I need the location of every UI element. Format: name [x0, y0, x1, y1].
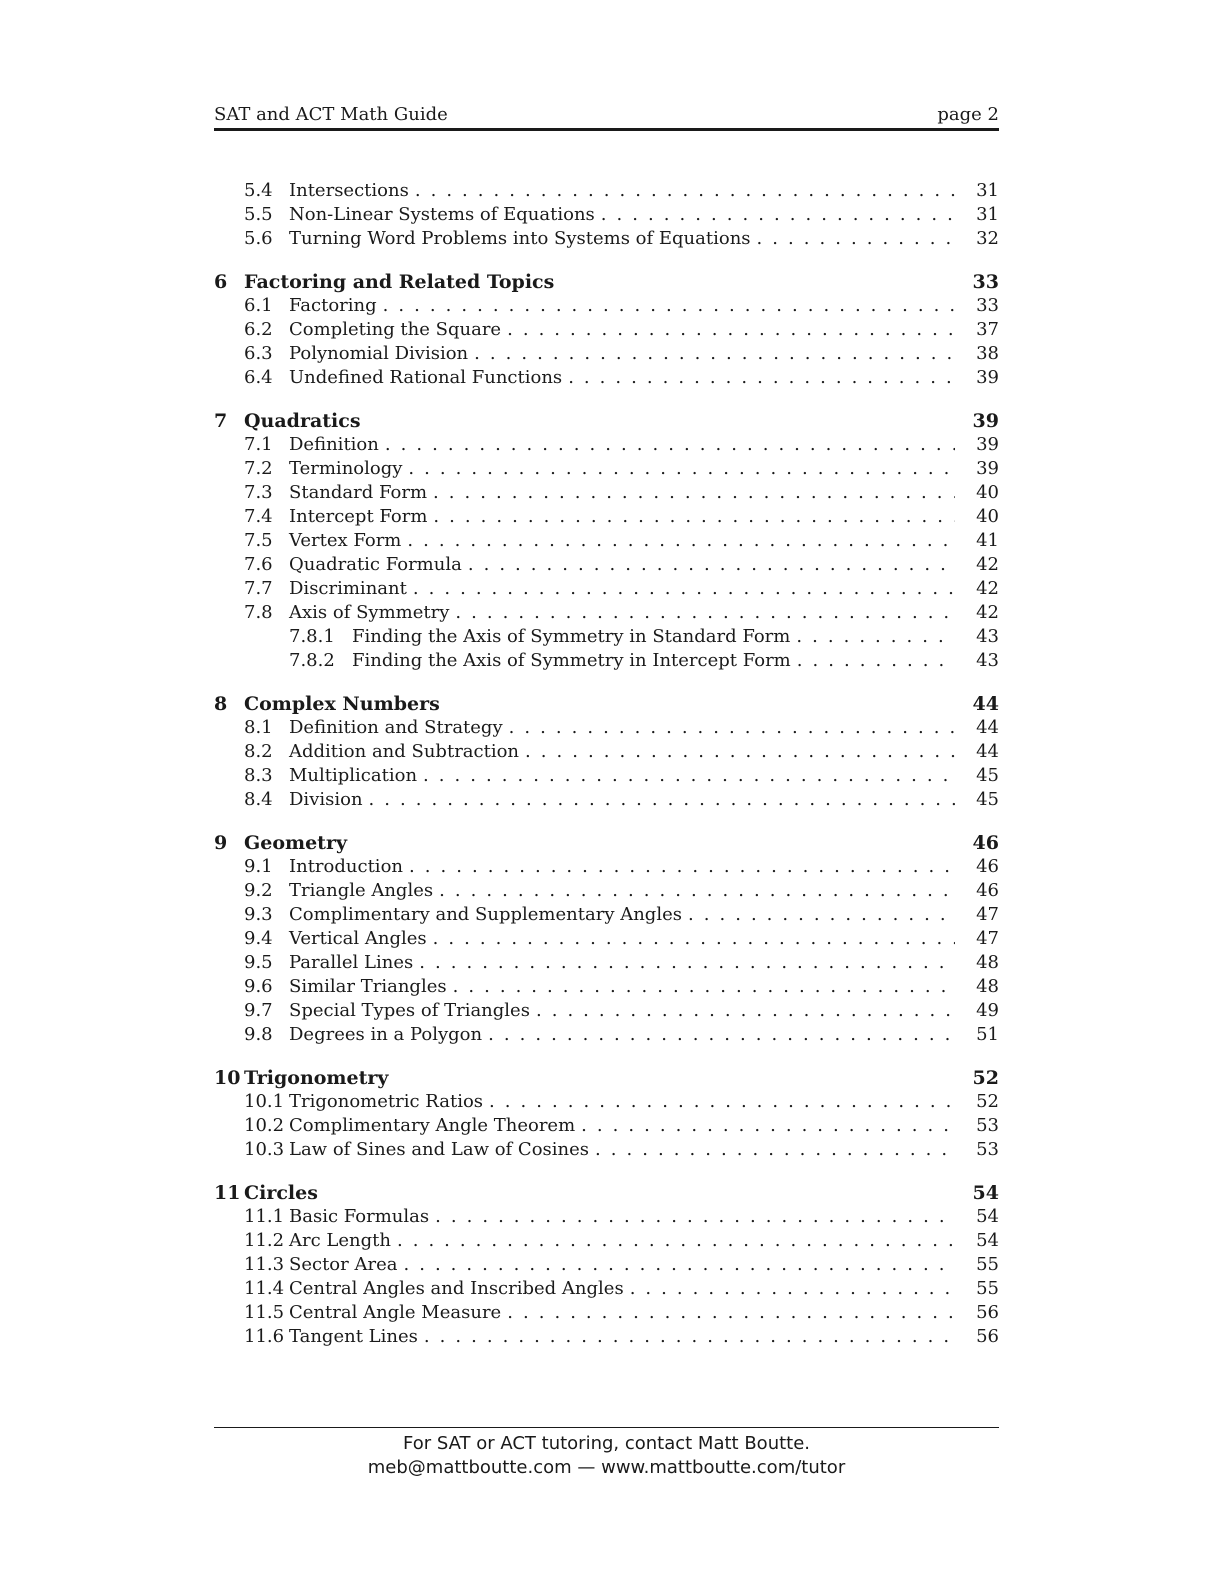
chapter-number: 11: [214, 1182, 241, 1204]
section-number: 6.3: [244, 343, 273, 364]
chapter-page: 33: [972, 271, 999, 293]
section-title: Polynomial Division: [289, 343, 469, 364]
dot-leader: [682, 904, 955, 925]
section-number: 11.3: [244, 1254, 285, 1275]
dot-leader: [530, 1000, 955, 1021]
section-page: 38: [976, 343, 999, 364]
section-number: 9.4: [244, 928, 273, 949]
toc-chapter-8[interactable]: [214, 693, 999, 717]
section-title: Factoring: [289, 295, 377, 316]
section-page: 43: [976, 650, 999, 671]
section-number: 7.7: [244, 578, 273, 599]
toc-section-9-4[interactable]: [214, 928, 999, 952]
dot-leader: [427, 928, 955, 949]
section-page: 40: [976, 506, 999, 527]
section-title: Degrees in a Polygon: [289, 1024, 483, 1045]
section-title: Axis of Symmetry: [289, 602, 450, 623]
dot-leader: [501, 1302, 955, 1323]
toc-subsection-7-8-1[interactable]: [214, 626, 999, 650]
section-title: Central Angle Measure: [289, 1302, 502, 1323]
section-page: 39: [976, 367, 999, 388]
dot-leader: [391, 1230, 955, 1251]
page-footer: [214, 1427, 999, 1480]
page-number: page 2: [937, 104, 999, 125]
dot-leader: [427, 482, 955, 503]
section-page: 31: [976, 180, 999, 201]
toc-section-9-7[interactable]: [214, 1000, 999, 1024]
section-number: 9.2: [244, 880, 273, 901]
section-title: Parallel Lines: [289, 952, 414, 973]
section-number: 7.2: [244, 458, 273, 479]
section-page: 39: [976, 434, 999, 455]
section-page: 53: [976, 1115, 999, 1136]
section-page: 45: [976, 789, 999, 810]
section-page: 48: [976, 976, 999, 997]
section-number: 5.5: [244, 204, 273, 225]
section-page: 44: [976, 741, 999, 762]
section-page: 42: [976, 554, 999, 575]
toc-section-7-5[interactable]: [214, 530, 999, 554]
document-title: SAT and ACT Math Guide: [214, 104, 448, 125]
section-number: 8.1: [244, 717, 273, 738]
section-page: 40: [976, 482, 999, 503]
section-number: 8.4: [244, 789, 273, 810]
dot-leader: [575, 1115, 955, 1136]
toc-section-7-6[interactable]: [214, 554, 999, 578]
dot-leader: [519, 741, 955, 762]
toc-section-8-4[interactable]: [214, 789, 999, 813]
section-title: Finding the Axis of Symmetry in Standard Form: [352, 626, 791, 647]
section-number: 7.1: [244, 434, 273, 455]
dot-leader: [379, 434, 955, 455]
table-of-contents: [214, 180, 999, 1350]
section-page: 48: [976, 952, 999, 973]
section-number: 7.8.2: [289, 650, 335, 671]
dot-leader: [447, 976, 955, 997]
section-title: Special Types of Triangles: [289, 1000, 530, 1021]
section-page: 51: [976, 1024, 999, 1045]
section-number: 6.1: [244, 295, 273, 316]
toc-section-6-2[interactable]: [214, 319, 999, 343]
section-number: 8.2: [244, 741, 273, 762]
chapter-number: 8: [214, 693, 228, 715]
section-title: Arc Length: [289, 1230, 391, 1251]
section-title: Tangent Lines: [289, 1326, 418, 1347]
section-page: 55: [976, 1278, 999, 1299]
section-page: 56: [976, 1326, 999, 1347]
section-page: 39: [976, 458, 999, 479]
section-title: Introduction: [289, 856, 403, 877]
section-title: Discriminant: [289, 578, 407, 599]
chapter-title: Quadratics: [244, 410, 361, 432]
section-title: Triangle Angles: [289, 880, 434, 901]
dot-leader: [501, 319, 955, 340]
section-title: Vertex Form: [289, 530, 402, 551]
section-title: Law of Sines and Law of Cosines: [289, 1139, 590, 1160]
dot-leader: [595, 204, 955, 225]
section-title: Basic Formulas: [289, 1206, 430, 1227]
section-title: Intersections: [289, 180, 409, 201]
section-page: 37: [976, 319, 999, 340]
toc-section-11-4[interactable]: [214, 1278, 999, 1302]
toc-section-5-5[interactable]: [214, 204, 999, 228]
dot-leader: [503, 717, 955, 738]
section-title: Definition: [289, 434, 379, 455]
chapter-page: 46: [972, 832, 999, 854]
toc-section-7-1[interactable]: [214, 434, 999, 458]
dot-leader: [397, 1254, 955, 1275]
section-number: 6.2: [244, 319, 273, 340]
section-number: 7.4: [244, 506, 273, 527]
dot-leader: [751, 228, 955, 249]
section-number: 9.6: [244, 976, 273, 997]
toc-section-9-6[interactable]: [214, 976, 999, 1000]
toc-section-11-3[interactable]: [214, 1254, 999, 1278]
section-title: Turning Word Problems into Systems of Equations: [289, 228, 751, 249]
chapter-title: Trigonometry: [244, 1067, 389, 1089]
section-number: 9.1: [244, 856, 273, 877]
section-number: 10.2: [244, 1115, 285, 1136]
dot-leader: [407, 578, 955, 599]
dot-leader: [482, 1024, 955, 1045]
toc-chapter-6[interactable]: [214, 271, 999, 295]
toc-section-11-5[interactable]: [214, 1302, 999, 1326]
section-page: 31: [976, 204, 999, 225]
section-number: 11.6: [244, 1326, 285, 1347]
toc-chapter-11[interactable]: [214, 1182, 999, 1206]
toc-section-9-2[interactable]: [214, 880, 999, 904]
dot-leader: [403, 856, 955, 877]
toc-section-7-2[interactable]: [214, 458, 999, 482]
toc-section-11-2[interactable]: [214, 1230, 999, 1254]
toc-section-8-3[interactable]: [214, 765, 999, 789]
toc-section-7-8[interactable]: [214, 602, 999, 626]
toc-chapter-7[interactable]: [214, 410, 999, 434]
toc-section-9-3[interactable]: [214, 904, 999, 928]
section-page: 43: [976, 626, 999, 647]
section-title: Central Angles and Inscribed Angles: [289, 1278, 624, 1299]
chapter-title: Factoring and Related Topics: [244, 271, 555, 293]
section-number: 7.8.1: [289, 626, 335, 647]
section-page: 46: [976, 880, 999, 901]
section-number: 8.3: [244, 765, 273, 786]
chapter-page: 54: [972, 1182, 999, 1204]
section-title: Addition and Subtraction: [289, 741, 520, 762]
section-page: 42: [976, 602, 999, 623]
section-number: 11.5: [244, 1302, 285, 1323]
dot-leader: [417, 765, 955, 786]
section-number: 10.1: [244, 1091, 285, 1112]
dot-leader: [483, 1091, 955, 1112]
section-page: 42: [976, 578, 999, 599]
section-number: 7.6: [244, 554, 273, 575]
section-number: 9.7: [244, 1000, 273, 1021]
dot-leader: [377, 295, 955, 316]
dot-leader: [462, 554, 955, 575]
chapter-page: 39: [972, 410, 999, 432]
toc-section-6-4[interactable]: [214, 367, 999, 391]
section-number: 11.1: [244, 1206, 285, 1227]
section-page: 49: [976, 1000, 999, 1021]
section-title: Finding the Axis of Symmetry in Intercept Form: [352, 650, 791, 671]
section-number: 5.4: [244, 180, 273, 201]
section-number: 7.3: [244, 482, 273, 503]
section-page: 55: [976, 1254, 999, 1275]
dot-leader: [413, 952, 955, 973]
section-title: Division: [289, 789, 363, 810]
section-title: Terminology: [289, 458, 403, 479]
section-number: 7.5: [244, 530, 273, 551]
toc-section-7-4[interactable]: [214, 506, 999, 530]
chapter-title: Geometry: [244, 832, 348, 854]
toc-section-8-2[interactable]: [214, 741, 999, 765]
chapter-number: 7: [214, 410, 228, 432]
dot-leader: [790, 626, 955, 647]
chapter-page: 44: [972, 693, 999, 715]
section-page: 33: [976, 295, 999, 316]
chapter-title: Complex Numbers: [244, 693, 440, 715]
dot-leader: [433, 880, 955, 901]
section-title: Intercept Form: [289, 506, 428, 527]
section-number: 10.3: [244, 1139, 285, 1160]
section-number: 5.6: [244, 228, 273, 249]
section-page: 32: [976, 228, 999, 249]
toc-section-5-6[interactable]: [214, 228, 999, 252]
section-number: 9.8: [244, 1024, 273, 1045]
toc-subsection-7-8-2[interactable]: [214, 650, 999, 674]
footer-contact-line: meb@mattboutte.com — www.mattboutte.com/tutor: [367, 1457, 846, 1478]
chapter-page: 52: [972, 1067, 999, 1089]
section-number: 11.4: [244, 1278, 285, 1299]
dot-leader: [791, 650, 955, 671]
section-page: 47: [976, 904, 999, 925]
section-page: 46: [976, 856, 999, 877]
section-title: Standard Form: [289, 482, 428, 503]
section-title: Vertical Angles: [289, 928, 427, 949]
chapter-number: 6: [214, 271, 228, 293]
dot-leader: [418, 1326, 955, 1347]
section-title: Sector Area: [289, 1254, 398, 1275]
toc-section-7-7[interactable]: [214, 578, 999, 602]
section-page: 47: [976, 928, 999, 949]
section-title: Non-Linear Systems of Equations: [289, 204, 595, 225]
toc-section-10-2[interactable]: [214, 1115, 999, 1139]
toc-chapter-10[interactable]: [214, 1067, 999, 1091]
dot-leader: [624, 1278, 955, 1299]
toc-section-6-1[interactable]: [214, 295, 999, 319]
section-title: Undefined Rational Functions: [289, 367, 563, 388]
toc-section-11-1[interactable]: [214, 1206, 999, 1230]
section-page: 41: [976, 530, 999, 551]
section-title: Similar Triangles: [289, 976, 447, 997]
toc-chapter-9[interactable]: [214, 832, 999, 856]
page-header: [214, 102, 999, 131]
footer-tutoring-line: For SAT or ACT tutoring, contact Matt Boutte.: [402, 1433, 811, 1454]
section-title: Completing the Square: [289, 319, 502, 340]
section-page: 45: [976, 765, 999, 786]
section-number: 11.2: [244, 1230, 285, 1251]
dot-leader: [468, 343, 955, 364]
chapter-number: 9: [214, 832, 228, 854]
dot-leader: [427, 506, 955, 527]
toc-section-9-8[interactable]: [214, 1024, 999, 1048]
toc-section-9-5[interactable]: [214, 952, 999, 976]
dot-leader: [409, 180, 955, 201]
dot-leader: [401, 530, 955, 551]
chapter-number: 10: [214, 1067, 241, 1089]
section-page: 44: [976, 717, 999, 738]
section-title: Quadratic Formula: [289, 554, 462, 575]
dot-leader: [562, 367, 955, 388]
toc-section-10-3[interactable]: [214, 1139, 999, 1163]
section-number: 6.4: [244, 367, 273, 388]
dot-leader: [402, 458, 955, 479]
dot-leader: [363, 789, 955, 810]
section-title: Trigonometric Ratios: [289, 1091, 484, 1112]
section-title: Definition and Strategy: [289, 717, 503, 738]
section-title: Complimentary and Supplementary Angles: [289, 904, 682, 925]
dot-leader: [449, 602, 955, 623]
toc-section-7-3[interactable]: [214, 482, 999, 506]
section-page: 54: [976, 1206, 999, 1227]
section-title: Multiplication: [289, 765, 418, 786]
dot-leader: [429, 1206, 955, 1227]
section-number: 7.8: [244, 602, 273, 623]
toc-section-9-1[interactable]: [214, 856, 999, 880]
section-page: 52: [976, 1091, 999, 1112]
toc-section-6-3[interactable]: [214, 343, 999, 367]
section-number: 9.3: [244, 904, 273, 925]
section-page: 56: [976, 1302, 999, 1323]
section-page: 54: [976, 1230, 999, 1251]
chapter-title: Circles: [244, 1182, 318, 1204]
dot-leader: [589, 1139, 955, 1160]
toc-section-5-4[interactable]: [214, 180, 999, 204]
toc-section-11-6[interactable]: [214, 1326, 999, 1350]
section-page: 53: [976, 1139, 999, 1160]
toc-section-10-1[interactable]: [214, 1091, 999, 1115]
section-title: Complimentary Angle Theorem: [289, 1115, 576, 1136]
section-number: 9.5: [244, 952, 273, 973]
toc-section-8-1[interactable]: [214, 717, 999, 741]
